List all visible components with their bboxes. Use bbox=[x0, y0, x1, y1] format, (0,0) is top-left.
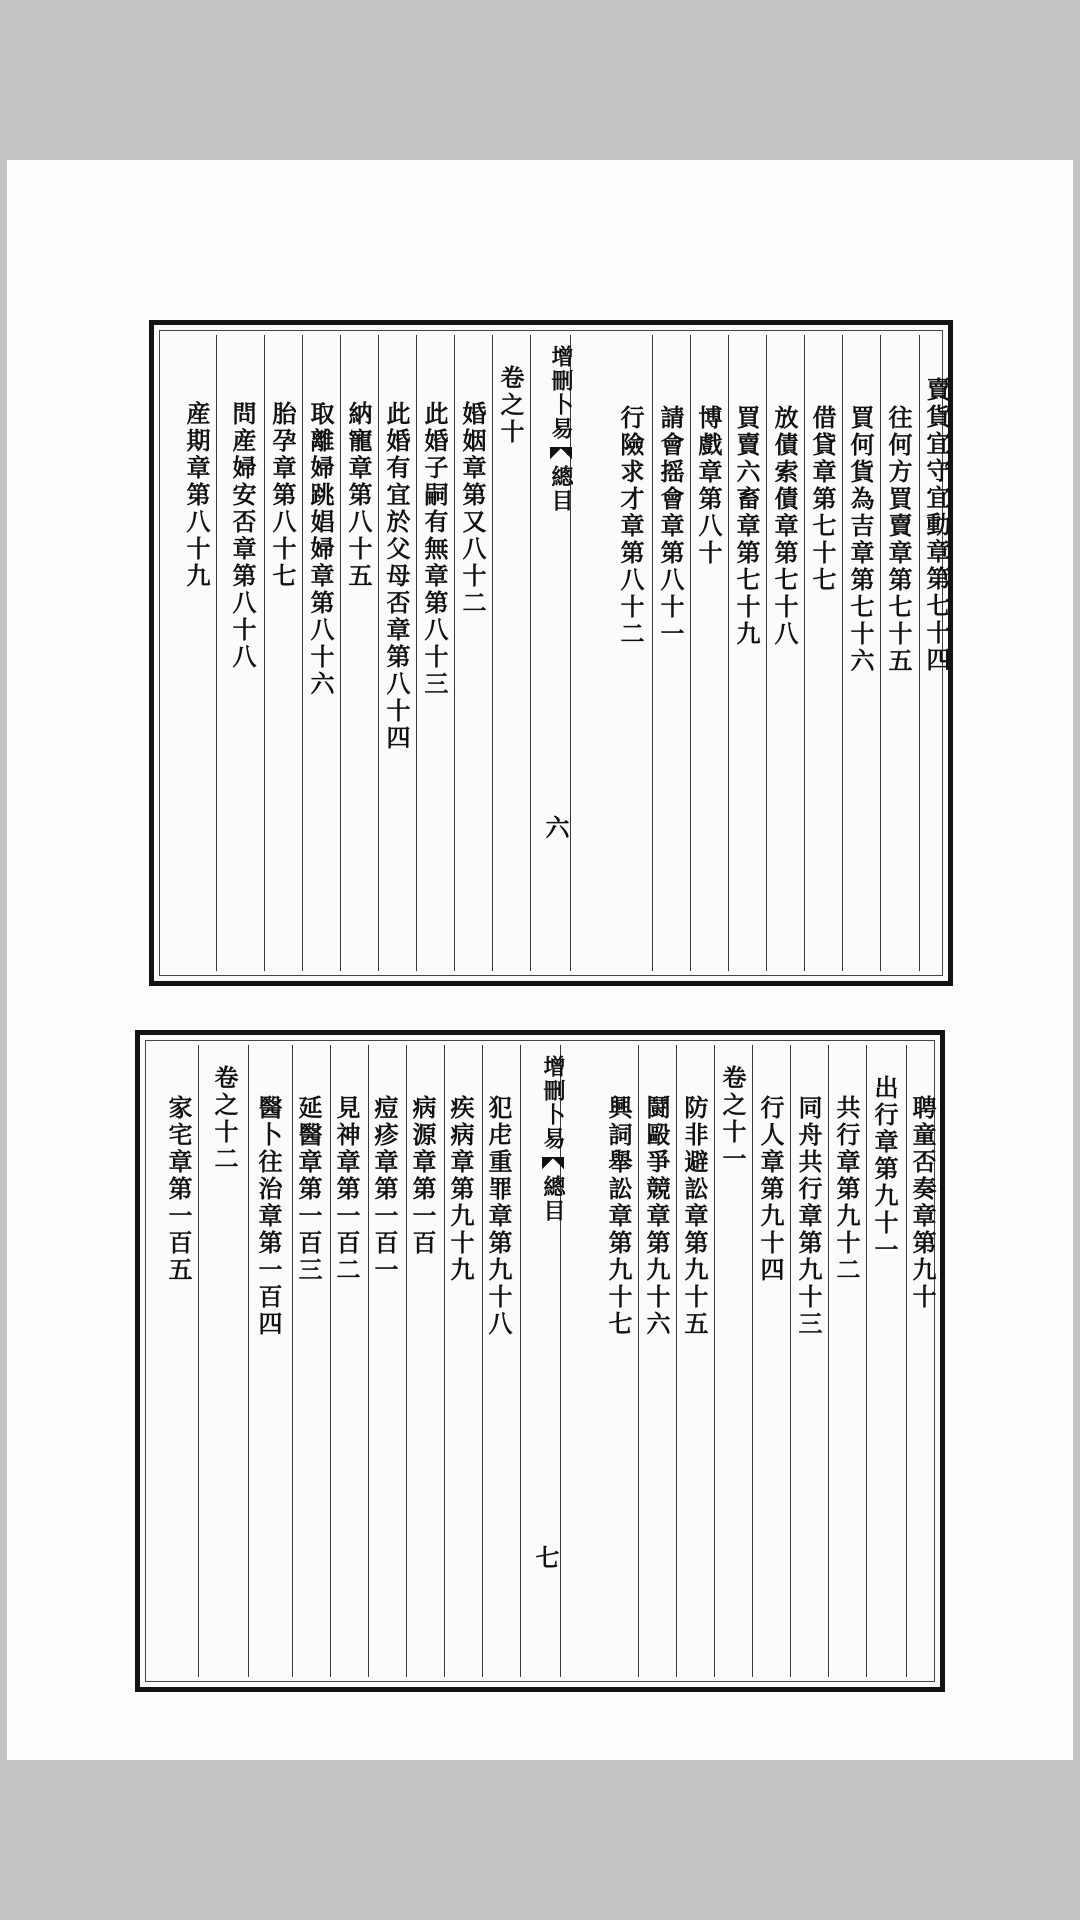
toc-entry: 共行章第九十二 bbox=[832, 1095, 861, 1284]
toc-entry: 胎孕章第八十七 bbox=[268, 401, 297, 590]
toc-entry: 賣貨宜守宜動章第七十四 bbox=[922, 377, 951, 674]
toc-entry: 買何貨為吉章第七十六 bbox=[846, 405, 875, 675]
column-rule bbox=[302, 335, 303, 971]
toc-entry: 同舟共行章第九十三 bbox=[794, 1095, 823, 1338]
column-rule bbox=[340, 335, 341, 971]
toc-entry: 此婚子嗣有無章第八十三 bbox=[420, 401, 449, 698]
page-six-frame bbox=[149, 320, 953, 986]
column-rule bbox=[804, 335, 805, 971]
toc-entry: 産期章第八十九 bbox=[182, 401, 211, 590]
column-rule bbox=[216, 335, 217, 971]
fish-tail-icon bbox=[542, 1157, 564, 1171]
toc-entry: 病源章第一百 bbox=[408, 1095, 437, 1257]
toc-entry: 納寵章第八十五 bbox=[344, 401, 373, 590]
page-seven-frame bbox=[135, 1030, 945, 1692]
toc-entry: 行險求才章第八十二 bbox=[616, 405, 645, 648]
toc-entry: 問産婦安否章第八十八 bbox=[228, 401, 257, 671]
toc-entry: 請會摇會章第八十一 bbox=[656, 405, 685, 648]
toc-entry: 疾病章第九十九 bbox=[446, 1095, 475, 1284]
toc-entry: 家宅章第一百五 bbox=[164, 1095, 193, 1284]
column-rule bbox=[690, 335, 691, 971]
column-rule bbox=[866, 1045, 867, 1677]
column-rule bbox=[766, 335, 767, 971]
column-rule bbox=[676, 1045, 677, 1677]
book-title: 增刪卜易 bbox=[548, 345, 574, 441]
column-rule bbox=[790, 1045, 791, 1677]
column-rule bbox=[520, 1045, 521, 1677]
volume-heading: 卷之十一 bbox=[718, 1065, 747, 1173]
column-rule bbox=[492, 335, 493, 971]
page-number: 六 bbox=[541, 815, 570, 839]
column-rule bbox=[368, 1045, 369, 1677]
volume-heading: 卷之十 bbox=[496, 365, 525, 446]
toc-entry: 痘疹章第一百一 bbox=[370, 1095, 399, 1284]
column-rule bbox=[638, 1045, 639, 1677]
toc-entry: 取離婦跳娼婦章第八十六 bbox=[306, 401, 335, 698]
toc-entry: 買賣六畜章第七十九 bbox=[732, 405, 761, 648]
column-rule bbox=[292, 1045, 293, 1677]
column-rule bbox=[454, 335, 455, 971]
toc-entry: 婚姻章第又八十二 bbox=[458, 401, 487, 617]
volume-heading: 卷之十二 bbox=[210, 1065, 239, 1173]
column-rule bbox=[378, 335, 379, 971]
scanned-page bbox=[7, 160, 1073, 1760]
toc-entry: 防非避訟章第九十五 bbox=[680, 1095, 709, 1338]
column-rule bbox=[906, 1045, 907, 1677]
center-column-header bbox=[532, 345, 572, 513]
column-rule bbox=[728, 335, 729, 971]
toc-entry: 往何方買賣章第七十五 bbox=[884, 405, 913, 675]
column-rule bbox=[919, 335, 920, 971]
toc-entry: 此婚有宜於父母否章第八十四 bbox=[382, 401, 411, 752]
column-rule bbox=[752, 1045, 753, 1677]
toc-entry: 延醫章第一百三 bbox=[294, 1095, 323, 1284]
center-column-header bbox=[524, 1055, 564, 1223]
column-rule bbox=[406, 1045, 407, 1677]
toc-entry: 出行章第九十一 bbox=[870, 1075, 899, 1264]
toc-entry: 鬪毆爭競章第九十六 bbox=[642, 1095, 671, 1338]
toc-entry: 聘童否奏章第九十 bbox=[908, 1095, 937, 1311]
toc-entry: 醫卜往治章第一百四 bbox=[254, 1095, 283, 1338]
column-rule bbox=[842, 335, 843, 971]
column-rule bbox=[248, 1045, 249, 1677]
toc-entry: 行人章第九十四 bbox=[756, 1095, 785, 1284]
toc-entry: 犯虍重罪章第九十八 bbox=[484, 1095, 513, 1338]
page-number: 七 bbox=[531, 1545, 560, 1569]
column-rule bbox=[530, 335, 531, 971]
toc-entry: 興詞舉訟章第九十七 bbox=[604, 1095, 633, 1338]
toc-entry: 放債索債章第七十八 bbox=[770, 405, 799, 648]
section-title: 總目 bbox=[540, 1175, 566, 1223]
fish-tail-icon bbox=[550, 447, 572, 461]
column-rule bbox=[264, 335, 265, 971]
toc-entry: 博戲章第八十 bbox=[694, 405, 723, 567]
column-rule bbox=[828, 1045, 829, 1677]
toc-entry: 見神章第一百二 bbox=[332, 1095, 361, 1284]
toc-entry: 借貸章第七十七 bbox=[808, 405, 837, 594]
column-rule bbox=[652, 335, 653, 971]
column-rule bbox=[416, 335, 417, 971]
column-rule bbox=[198, 1045, 199, 1677]
column-rule bbox=[330, 1045, 331, 1677]
column-rule bbox=[482, 1045, 483, 1677]
book-title: 增刪卜易 bbox=[540, 1055, 566, 1151]
column-rule bbox=[444, 1045, 445, 1677]
column-rule bbox=[880, 335, 881, 971]
section-title: 總目 bbox=[548, 465, 574, 513]
column-rule bbox=[714, 1045, 715, 1677]
